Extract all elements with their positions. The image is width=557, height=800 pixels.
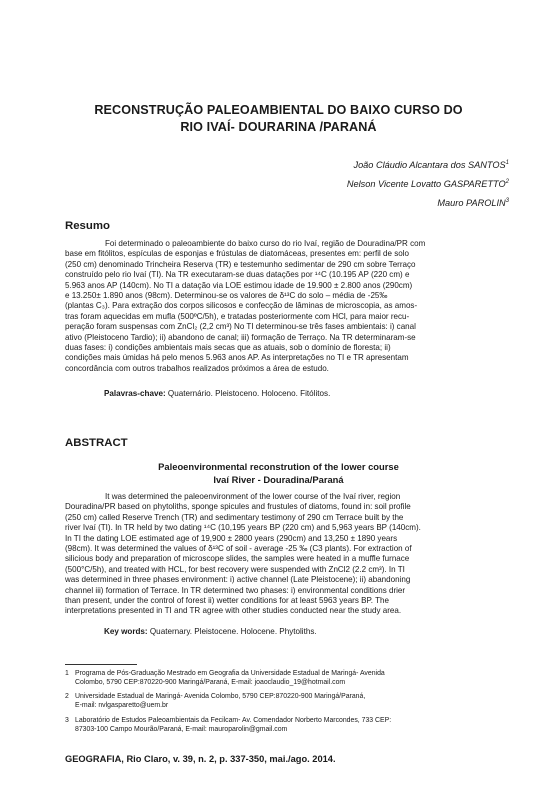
resumo-heading: Resumo bbox=[65, 220, 110, 232]
abstract-line: In TI the dating LOE estimated age of 19,900 ± 2800 years (290cm) and 13,250 ± 1890 years bbox=[65, 533, 398, 543]
keywords-text: Quaternary. Pleistocene. Holocene. Phytoliths. bbox=[149, 627, 317, 636]
abstract-heading: ABSTRACT bbox=[65, 437, 128, 449]
author-name: João Cláudio Alcantara dos SANTOS bbox=[353, 160, 506, 171]
resumo-line: base em fitólitos, espículas de esponjas e frústulas de diatomáceas, presentes em: perfil de solo bbox=[65, 249, 409, 259]
footnote-line: Programa de Pós-Graduação Mestrado em Geografia da Universidade Estadual de Maringá- Avenida bbox=[75, 670, 385, 677]
footnote-line: Universidade Estadual de Maringá- Avenida Colombo, 5790 CEP:870220-900 Maringá/Paraná, bbox=[75, 693, 366, 700]
footnote-3 bbox=[65, 716, 495, 735]
abstract-line: than present, under the control of forest ii) wetter conditions for at least 5963 years BP. The bbox=[65, 596, 389, 606]
abstract-line: (250 cm) called Reserve Trench (TR) and sedimentary testimony of 290 cm Terrace built by the bbox=[65, 512, 404, 522]
resumo-line: condições mais úmidas há pelo menos 5.963 anos AP. As interpretações no TI e TR apresentam bbox=[65, 353, 409, 363]
keywords-text: Quaternário. Pleistoceno. Holoceno. Fitólitos. bbox=[167, 389, 331, 398]
author-3 bbox=[347, 193, 509, 212]
paper-title bbox=[60, 102, 497, 136]
resumo-line: tras foram aquecidas em mufla (500ºC/5h), e tratadas posteriormente com HCl, para maior recu- bbox=[65, 311, 410, 321]
abstract-line: (500°C/5h), and treated with HCL, for best recovery were suspended with ZnCl2 (2.2 cm³). In TI bbox=[65, 564, 405, 574]
abstract-line: river Ivaí (TI). In TR held by two dating ¹⁴C (10,195 years BP (220 cm) and 5,963 years BP (140cm). bbox=[65, 523, 421, 533]
abstract-body bbox=[65, 492, 493, 617]
resumo-line: (plantas C₃). Para extração dos corpos silicosos e confecção de lâminas de microscopia, as amos- bbox=[65, 301, 418, 311]
keywords-label: Palavras-chave: bbox=[104, 389, 166, 398]
abstract-line: was determined in three phases environment: i) active channel (Late Pleistocene); ii) abandoning bbox=[65, 575, 411, 585]
title-line-1: RECONSTRUÇÃO PALEOAMBIENTAL DO BAIXO CURSO DO bbox=[94, 103, 463, 117]
resumo-line: Foi determinado o paleoambiente do baixo curso do rio Ivaí, região de Douradina/PR com bbox=[105, 239, 426, 248]
author-mark: 1 bbox=[505, 160, 509, 166]
abstract-line: channel iii) formation of Terrace. In TR determined two phases: i) environmental conditions drier bbox=[65, 585, 406, 595]
author-list bbox=[347, 155, 509, 212]
abstract-title-line-1: Paleoenvironmental reconstrution of the lower course bbox=[158, 461, 399, 472]
resumo-line: construído pelo rio Ivaí (TI). Na TR executaram-se duas datações por ¹⁴C (10.195 AP (220 cm) e bbox=[65, 270, 410, 280]
abstract-line: silicious body and preparation of microscope slides, the samples were heated in a muffle furnace bbox=[65, 554, 410, 564]
footnote-mark: 1 bbox=[65, 670, 69, 677]
resumo-line: ativo (Pleistoceno Tardio); ii) abandono de canal; iii) formação de Terraço. Na TR determinaram-se bbox=[65, 332, 416, 342]
resumo-line: duas fases: i) condições ambientais mais secas que as atuais, sob o domínio de floresta; ii) bbox=[65, 343, 391, 353]
footnote-mark: 2 bbox=[65, 693, 69, 700]
resumo-line: e 13.250± 1.890 anos (98cm). Determinou-se os valores de δ¹³C do solo – média de -25‰ bbox=[65, 291, 388, 301]
footnote-2 bbox=[65, 692, 495, 711]
abstract-line: interpretations presented in TI and TR agree with other studies conducted near the study area. bbox=[65, 606, 402, 616]
footnote-line: Colombo, 5790 CEP:870220-900 Maringá/Paraná, E-mail: joaoclaudio_19@hotmail.com bbox=[75, 679, 346, 687]
author-name: Mauro PAROLIN bbox=[437, 198, 506, 209]
resumo-line: (250 cm) denominado Trincheira Reserva (TR) e testemunho sedimentar de 290 cm sobre Terraço bbox=[65, 259, 416, 269]
resumo-body bbox=[65, 239, 493, 374]
abstract-line: It was determined the paleoenvironment of the lower course of the Ivaí river, region bbox=[105, 492, 401, 501]
abstract-line: Douradina/PR based on phytoliths, sponge spicules and frustules of diatoms, found in: soil profile bbox=[65, 502, 411, 512]
author-1 bbox=[347, 155, 509, 174]
footnote-divider bbox=[65, 664, 137, 665]
keywords-label: Key words: bbox=[104, 627, 148, 636]
abstract-title-line-2: Ivaí River - Douradina/Paraná bbox=[213, 473, 344, 485]
footnote-line: Laboratório de Estudos Paleoambientais da Fecilcam- Av. Comendador Norberto Marcondes, 733 CEP: bbox=[75, 717, 392, 724]
resumo-keywords bbox=[104, 389, 330, 398]
footnote-mark: 3 bbox=[65, 717, 69, 724]
journal-citation: GEOGRAFIA, Rio Claro, v. 39, n. 2, p. 337-350, mai./ago. 2014. bbox=[65, 754, 336, 764]
footnote-1 bbox=[65, 669, 495, 688]
abstract-keywords bbox=[104, 627, 317, 636]
resumo-line: 5.963 anos AP (140cm). No TI a datação via LOE estimou idade de 19.900 ± 2.800 anos (290cm) bbox=[65, 280, 413, 290]
author-mark: 2 bbox=[505, 179, 509, 186]
author-2 bbox=[347, 174, 509, 193]
author-mark: 3 bbox=[505, 198, 509, 205]
footnote-line: 87303-100 Campo Mourão/Paraná, E-mail: mauroparolin@gmail.com bbox=[75, 726, 288, 734]
footnote-line: E-mail: nvlgasparetto@uem.br bbox=[75, 702, 169, 710]
abstract-title bbox=[80, 461, 477, 486]
author-name: Nelson Vicente Lovatto GASPARETTO bbox=[346, 179, 506, 190]
resumo-line: peração foram suspensas com ZnCl₂ (2,2 cm³) No TI determinou-se três fases ambientais: i) canal bbox=[65, 322, 416, 332]
abstract-line: (98cm). It was determined the values of δ¹³C of soil - average -25 ‰ (C3 plants). For extraction of bbox=[65, 544, 412, 554]
title-line-2: RIO IVAÍ- DOURARINA /PARANÁ bbox=[180, 120, 377, 134]
resumo-line: concordância com outros trabalhos realizados próximos a área de estudo. bbox=[65, 363, 329, 373]
